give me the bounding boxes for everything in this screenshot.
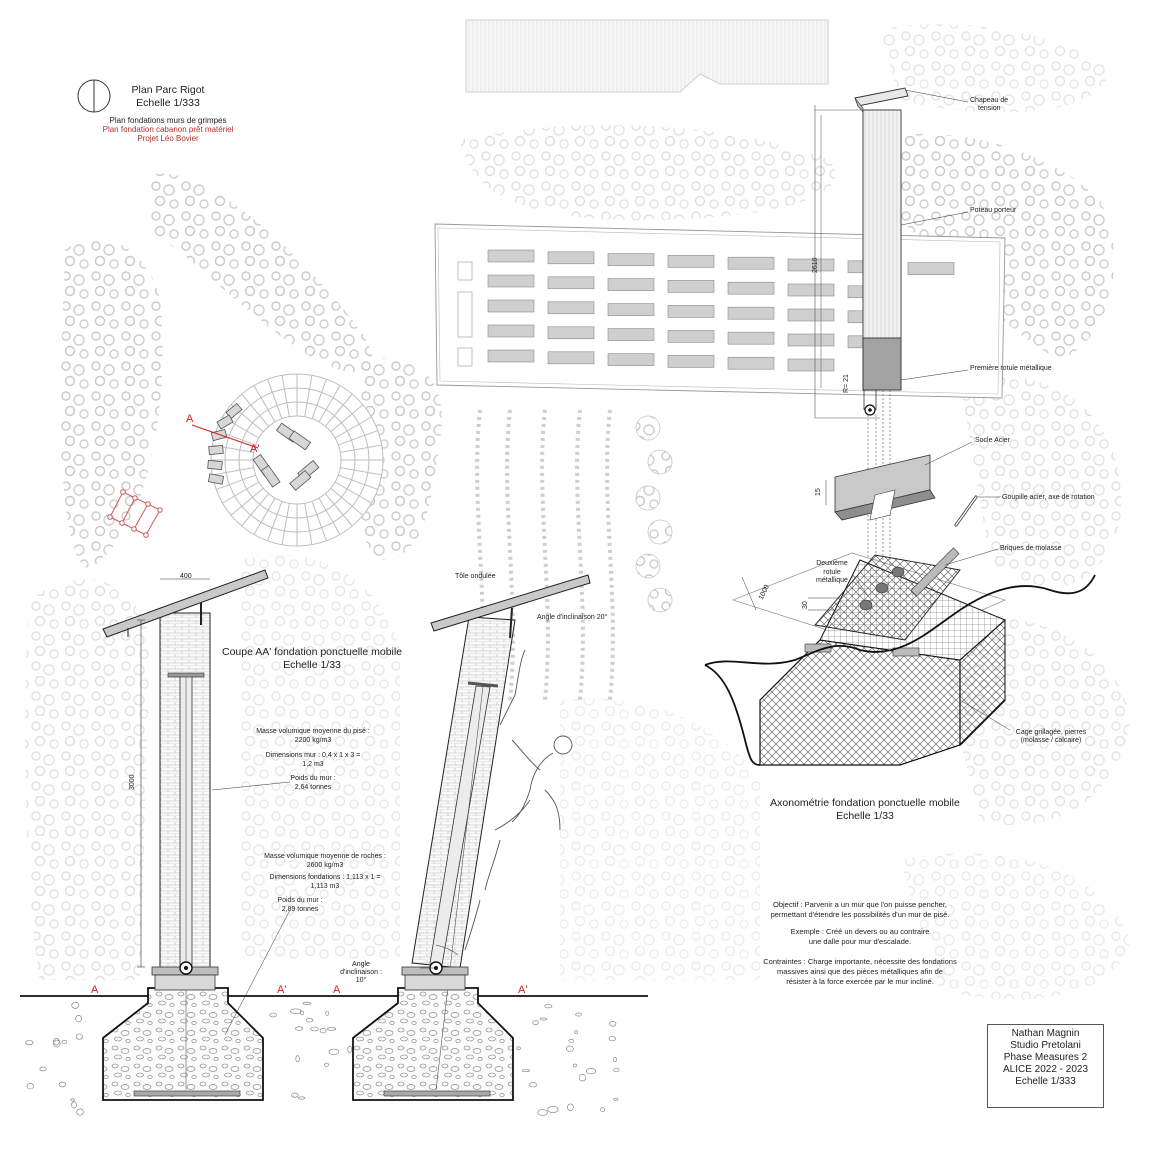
rock-density-value: 2600 kg/m3: [306, 862, 344, 869]
soil-pebble: [295, 1027, 302, 1031]
planter-bed: [488, 275, 534, 287]
constraints-line-1: Contraintes : Charge importante, nécessite des fondations: [763, 957, 957, 966]
soil-pebble: [326, 1011, 329, 1015]
label-second-joint-2: rotule: [823, 569, 841, 576]
soil-pebble: [40, 1067, 47, 1071]
legend-shelter: Plan fondation cabanon prêt matériel: [102, 125, 234, 134]
soil-pebble: [311, 1027, 319, 1031]
soil-pebble: [610, 1021, 616, 1026]
title-block: [987, 1024, 1104, 1108]
axonometry-scale: Echelle 1/33: [836, 810, 894, 822]
soil-pebble: [77, 1109, 84, 1115]
soil-pebble: [575, 1031, 578, 1034]
planter-bed: [548, 277, 594, 289]
soil-pebble: [72, 1102, 77, 1108]
dim-height: 3000: [129, 774, 136, 790]
soil-pebble: [517, 1047, 521, 1050]
soil-pebble: [320, 1028, 326, 1033]
constraints-line-3: résister à la force exercée par le mur incliné.: [786, 977, 934, 986]
wall-density-label: Masse volumique moyenne du pisé :: [256, 728, 370, 735]
tilt-angle-bottom-2: d'inclinaison :: [340, 969, 382, 976]
planter-bed: [548, 302, 594, 314]
dim-small: 30: [802, 601, 809, 609]
objective-line-2: permettant d'étendre les possibilités d'un mur de pisé.: [770, 910, 950, 919]
site-plan-title: Plan Parc Rigot: [131, 84, 205, 96]
example-line-2: une dalle pour mur d'escalade.: [808, 937, 912, 946]
phase: Phase Measures 2: [1003, 1052, 1088, 1063]
planter-bed: [608, 304, 654, 316]
planter-bed: [548, 327, 594, 339]
label-steel-base: Socle Acier: [975, 437, 1011, 444]
planter-bed: [788, 359, 834, 371]
planter-bed: [728, 357, 774, 369]
ground-label-a-prime-1: A': [277, 984, 287, 996]
planter-bed: [788, 284, 834, 296]
example-line-1: Exemple : Créé un devers ou au contraire: [790, 927, 930, 936]
legend-project: Projet Léo Bovier: [137, 134, 199, 143]
studio: Studio Pretolani: [1010, 1040, 1081, 1051]
soil-pebble: [566, 1046, 573, 1052]
soil-pebble: [296, 1056, 300, 1062]
corrugated-sheet-label: Tôle ondulée: [455, 573, 496, 580]
label-cage-2: (molasse / calcaire): [1020, 737, 1082, 744]
soil-pebble: [601, 1108, 605, 1112]
wall-weight-value: 2,64 tonnes: [294, 784, 332, 791]
ground-label-a-prime-2: A': [518, 984, 528, 996]
objective-line-1: Objectif : Parvenir a un mur que l'on puisse pencher,: [772, 900, 948, 909]
soil-pebble: [579, 1074, 586, 1081]
planter-bed: [668, 255, 714, 267]
soil-pebble: [576, 1013, 582, 1016]
dim-post: 2610: [812, 257, 819, 273]
label-post: Poteau porteur: [970, 207, 1017, 214]
planter-bed: [728, 307, 774, 319]
soil-pebble: [26, 1041, 34, 1045]
site-plan-scale: Echelle 1/333: [136, 97, 200, 109]
found-weight-value: 2,89 tonnes: [281, 906, 319, 913]
found-dimensions-value: 1,113 m3: [310, 883, 340, 890]
label-second-joint-1: Deuxième: [816, 560, 848, 567]
planter-bed: [788, 259, 834, 271]
sheet-scale: Echelle 1/333: [1015, 1076, 1076, 1087]
plan-section-mark-a: A: [186, 413, 194, 425]
soil-pebble: [270, 1013, 277, 1017]
soil-pebble: [538, 1110, 548, 1116]
soil-pebble: [614, 1068, 620, 1072]
planter-bed: [728, 282, 774, 294]
soil-pebble: [306, 1018, 313, 1022]
wall-dimensions-label: Dimensions mur : 0,4 x 1 x 3 =: [265, 752, 361, 759]
soil-pebble: [54, 1038, 60, 1045]
planter-bed: [788, 309, 834, 321]
soil-pebble: [545, 1005, 552, 1008]
tilt-angle-top-label: Angle d'inclinaison 20°: [537, 614, 608, 621]
soil-pebble: [529, 1082, 536, 1087]
soil-pebble: [62, 1040, 67, 1043]
dim-slab: 1000: [758, 583, 771, 601]
soil-pebble: [329, 1049, 339, 1055]
planter-bed: [668, 305, 714, 317]
building-outline: [466, 20, 828, 92]
soil-pebble: [533, 1021, 539, 1025]
planter-bed: [728, 257, 774, 269]
soil-pebble: [614, 1098, 618, 1100]
planter-bed: [488, 325, 534, 337]
constraints-line-2: massives ainsi que des pièces métalliques afin de: [777, 967, 943, 976]
planter-bed: [668, 330, 714, 342]
planter-bed: [548, 252, 594, 264]
garden-plan: [435, 224, 1005, 398]
soil-pebble: [609, 1037, 616, 1041]
found-dimensions-label: Dimensions fondations : 1,113 x 1 =: [269, 874, 381, 881]
wall-density-value: 2200 kg/m3: [294, 737, 332, 744]
legend-climbing-walls: Plan fondations murs de grimpes: [109, 116, 227, 125]
wall-weight-label: Poids du mur :: [290, 775, 336, 782]
soil-pebble: [59, 1082, 66, 1087]
soil-pebble: [298, 1097, 305, 1099]
soil-pebble: [522, 1070, 529, 1072]
planter-bed: [608, 354, 654, 366]
planter-bed: [488, 350, 534, 362]
dim-width: 400: [180, 573, 192, 580]
rock-density-label: Masse volumique moyenne de roches :: [264, 853, 386, 860]
soil-pebble: [27, 1083, 34, 1089]
planter-bed: [668, 280, 714, 292]
planter-bed: [608, 279, 654, 291]
planter-bed: [488, 300, 534, 312]
label-first-joint: Première rotule métallique: [970, 365, 1052, 372]
soil-pebble: [76, 1034, 82, 1039]
axonometry-title: Axonométrie fondation ponctuelle mobile: [770, 797, 960, 809]
soil-pebble: [540, 1018, 547, 1020]
dim-base: 15: [815, 488, 822, 496]
soil-pebble: [573, 1064, 577, 1067]
author: Nathan Magnin: [1011, 1028, 1080, 1039]
plan-section-mark-a-prime: A': [250, 443, 260, 455]
planter-bed: [488, 250, 534, 262]
circular-plaza: [211, 374, 383, 546]
soil-pebble: [76, 1015, 82, 1022]
soil-pebble: [290, 1009, 301, 1014]
planter-bed: [608, 254, 654, 266]
section-scale: Echelle 1/33: [283, 659, 341, 671]
planter-bed: [788, 334, 834, 346]
planter-bed: [908, 263, 954, 275]
label-second-joint-3: métallique: [816, 577, 848, 584]
ground-label-a-1: A: [91, 984, 99, 996]
soil-pebble: [567, 1104, 573, 1111]
wall-dimensions-value: 1,2 m3: [302, 761, 324, 768]
planter-bed: [608, 329, 654, 341]
label-cage-1: Cage grillagée, pierres: [1015, 729, 1087, 736]
soil-pebble: [586, 1068, 595, 1074]
ground-label-a-2: A: [333, 984, 341, 996]
label-cap-2: tension: [978, 105, 1001, 112]
soil-pebble: [71, 1099, 75, 1101]
label-cap: Chapeau de: [970, 97, 1009, 104]
label-pin: Goupille acier, axe de rotation: [1002, 494, 1095, 501]
soil-pebble: [327, 1028, 335, 1031]
soil-pebble: [548, 1106, 558, 1112]
north-arrow: [78, 80, 110, 112]
soil-pebble: [325, 1063, 329, 1066]
soil-pebble: [300, 1011, 303, 1015]
tilt-angle-bottom-1: Angle: [352, 961, 370, 968]
soil-pebble: [614, 1058, 617, 1062]
soil-pebble: [292, 1093, 299, 1097]
year: ALICE 2022 - 2023: [1002, 1064, 1089, 1075]
soil-pebble: [72, 1002, 79, 1008]
dim-radius: R= 21: [843, 374, 850, 393]
tilt-angle-bottom-3: 10°: [355, 977, 367, 984]
soil-pebble: [569, 1039, 574, 1042]
section-title: Coupe AA' fondation ponctuelle mobile: [222, 646, 403, 658]
soil-pebble: [303, 1002, 311, 1004]
planter-bed: [668, 355, 714, 367]
soil-pebble: [348, 1046, 352, 1052]
planter-bed: [728, 332, 774, 344]
planter-bed: [548, 352, 594, 364]
found-weight-label: Poids du mur :: [277, 897, 323, 904]
label-bricks: Briques de molasse: [1000, 545, 1062, 552]
